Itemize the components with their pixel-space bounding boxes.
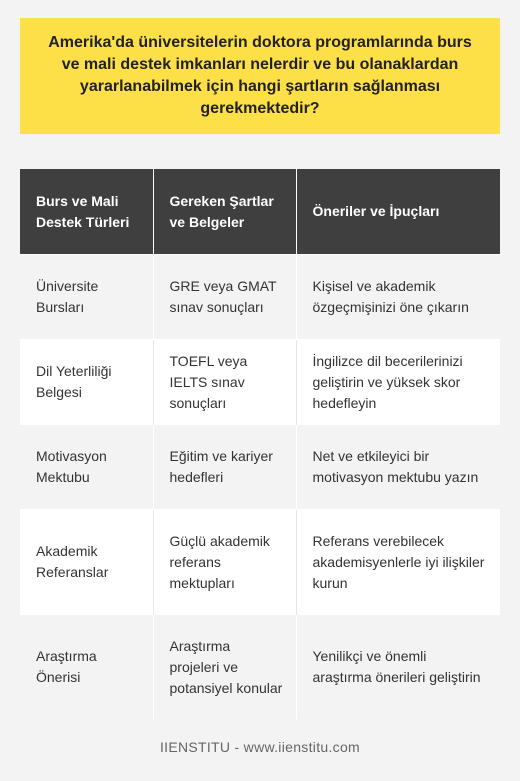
table-row (20, 615, 500, 720)
column-header-tips: Öneriler ve İpuçları (296, 169, 500, 255)
cell-requirement: Araştırma projeleri ve potansiyel konular (153, 615, 296, 720)
footer-credit: IIENSTITU - www.iienstitu.com (159, 739, 361, 755)
cell-requirement: Güçlü akademik referans mektupları (153, 510, 296, 615)
table-row (20, 425, 500, 510)
column-header-types: Burs ve Mali Destek Türleri (20, 169, 153, 255)
cell-tip: Yenilikçi ve önemli araştırma önerileri geliştirin (296, 615, 500, 720)
page-title: Amerika'da üniversitelerin doktora programlarında burs ve mali destek imkanları nelerdir ve bu olanaklardan yararlanabilmek için hangi şartların sağlanması gerekmektedir? (48, 34, 472, 117)
scholarship-table (20, 169, 500, 719)
cell-type: Araştırma Önerisi (20, 615, 153, 720)
column-header-requirements: Gereken Şartlar ve Belgeler (153, 169, 296, 255)
table-row (20, 340, 500, 425)
cell-requirement: TOEFL veya IELTS sınav sonuçları (153, 340, 296, 425)
table-header (20, 169, 500, 255)
cell-tip: İngilizce dil becerilerinizi geliştirin ve yüksek skor hedefleyin (296, 340, 500, 425)
cell-tip: Net ve etkileyici bir motivasyon mektubu yazın (296, 425, 500, 510)
cell-requirement: GRE veya GMAT sınav sonuçları (153, 255, 296, 340)
cell-type: Akademik Referanslar (20, 510, 153, 615)
cell-tip: Referans verebilecek akademisyenlerle iyi ilişkiler kurun (296, 510, 500, 615)
table-row (20, 510, 500, 615)
cell-type: Üniversite Bursları (20, 255, 153, 340)
scholarship-table-container (20, 169, 500, 719)
table-row (20, 255, 500, 340)
table-header-row (20, 169, 500, 255)
title-banner (20, 18, 500, 134)
cell-requirement: Eğitim ve kariyer hedefleri (153, 425, 296, 510)
cell-type: Dil Yeterliliği Belgesi (20, 340, 153, 425)
table-body (20, 255, 500, 720)
cell-tip: Kişisel ve akademik özgeçmişinizi öne çıkarın (296, 255, 500, 340)
cell-type: Motivasyon Mektubu (20, 425, 153, 510)
